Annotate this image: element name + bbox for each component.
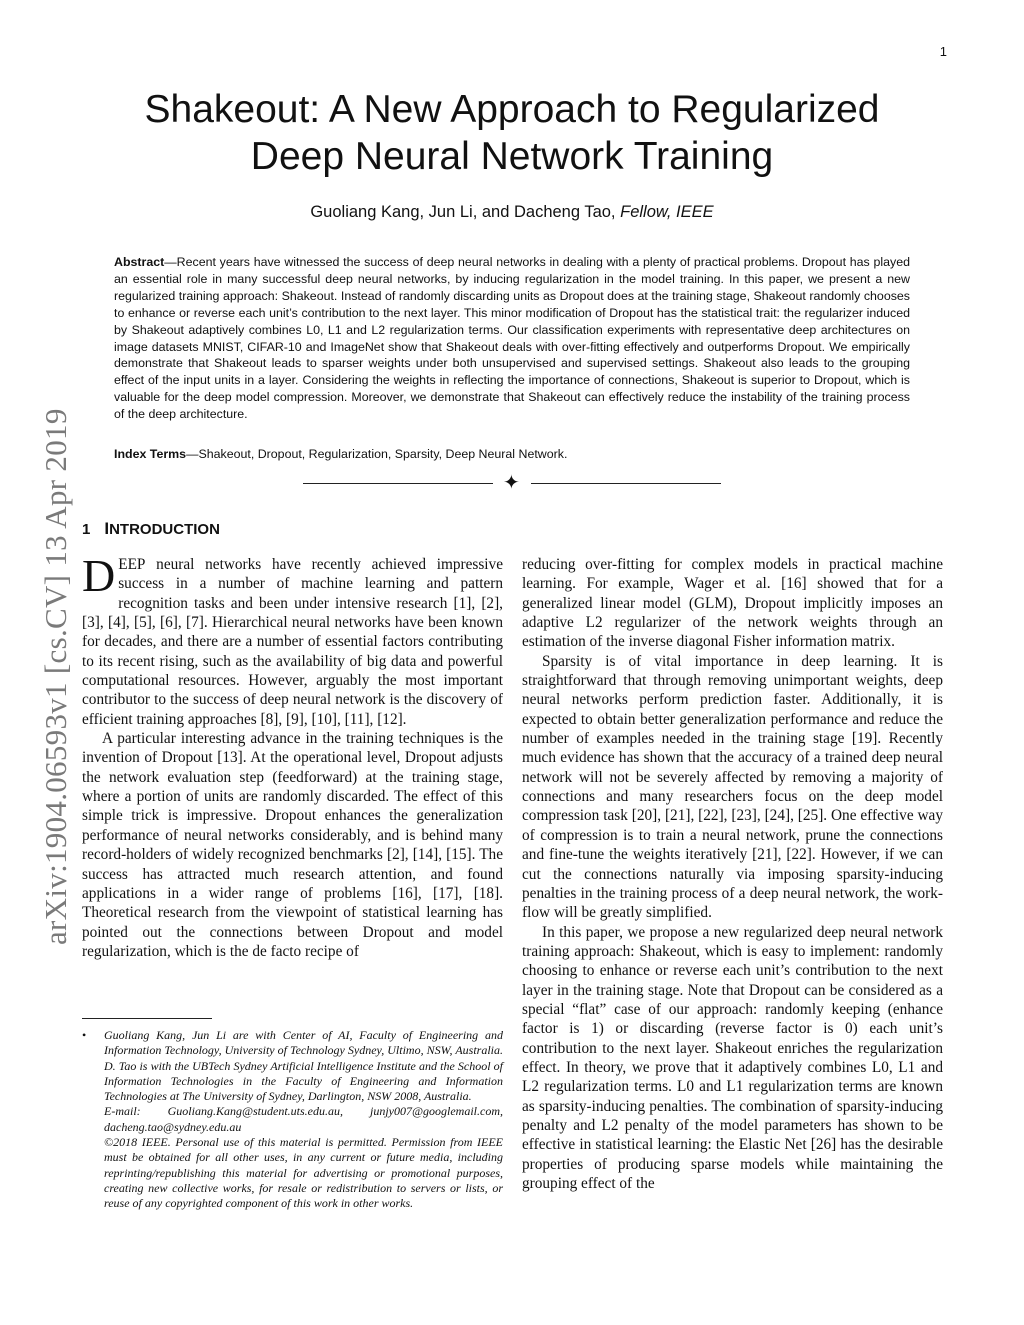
footnote-rule xyxy=(82,1018,212,1019)
title-line-1: Shakeout: A New Approach to Regularized xyxy=(144,88,880,131)
title-line-2: Deep Neural Network Training xyxy=(250,135,774,178)
right-column xyxy=(522,555,943,1193)
page-number: 1 xyxy=(939,44,947,59)
section-title-rest: NTRODUCTION xyxy=(109,521,220,538)
paper-title xyxy=(0,86,1024,180)
section-number: 1 xyxy=(82,521,91,538)
footnote-email: E-mail: Guoliang.Kang@student.uts.edu.au, junjy007@googlemail.com, dacheng.tao@sydney.edu.au xyxy=(104,1104,503,1134)
divider-star-icon: ✦ xyxy=(503,470,520,494)
first-word-rest: EEP xyxy=(118,556,146,573)
footnote-affiliation: Guoliang Kang, Jun Li are with Center of AI, Faculty of Engineering and Information Technology, University of Technology Sydney, Ultimo, NSW, Australia. D. Tao is with the UBTech Sydney Artificial Intelligence Institute and the School of Information Technologies in the Faculty of Engineering and Information Technologies at The University of Sydney, Darlington, NSW 2008, Australia. xyxy=(104,1028,503,1104)
left-column xyxy=(82,550,503,961)
intro-paragraph-1 xyxy=(82,550,503,729)
intro-paragraph-1-text: neural networks have recently achieved impressive success in a number of machine learning and pattern recognition tasks and been under intensive research [1], [2], [3], [4], [5], [6], [7]. Hierarchical neural networks have been known for decades, and there are a number of essential factors contributing to its recent rising, such as the availability of big data and powerful computational resources. However, arguably the most important contributor to the success of deep neural network is the discovery of efficient training approaches [8], [9], [10], [11], [12]. xyxy=(82,556,503,728)
section-heading xyxy=(82,519,220,539)
index-terms-label: Index Terms xyxy=(114,447,187,461)
author-list xyxy=(0,203,1024,222)
index-terms xyxy=(114,447,910,461)
abstract xyxy=(114,254,910,423)
footnote-copyright: ©2018 IEEE. Personal use of this material is permitted. Permission from IEEE must be obtained for all other uses, in any current or future media, including reprinting/republishing this material for advertising or promotional purposes, creating new collective works, for resale or redistribution to servers or lists, or reuse of any copyrighted component of this work in other works. xyxy=(104,1135,503,1211)
footnote-bullet: • xyxy=(82,1028,87,1042)
abstract-label: Abstract xyxy=(114,255,165,269)
footnote xyxy=(82,1028,503,1212)
right-paragraph-3: In this paper, we propose a new regularized deep neural network training approach: Shakeout, which is easy to implement: randomly choosing to enhance or reverse each unit’s contribution to the next layer in the training stage. Note that Dropout can be considered as a special “flat” case of our approach: randomly keeping (enhance factor is 1) or discarding (reverse factor is 0) each unit’s contribution to the next layer. Shakeout enriches the regularization effect. In theory, we prove that it adaptively combines L0, L1 and L2 regularization terms. L0 and L1 regularization terms are known as sparsity-inducing penalties. The combination of sparsity-inducing penalty and L2 penalty of the model parameters has shown to be effective in statistical learning: the Elastic Net [26] has the desirable properties of producing sparse models while maintaining the grouping effect of the xyxy=(522,923,943,1192)
divider-line-right xyxy=(531,483,721,484)
right-paragraph-1: reducing over-fitting for complex models in practical machine learning. For example, Wager et al. [16] showed that for a generalized linear model (GLM), Dropout implicitly imposes an adaptive L2 regularizer of the network weights through an estimation of the inverse diagonal Fisher information matrix. xyxy=(522,556,943,651)
right-paragraph-2: Sparsity is of vital importance in deep learning. It is straightforward that through removing unimportant weights, deep neural networks perform prediction faster. Additionally, it is expected to obtain better generalization performance and reduce the number of examples needed in the training stage [19]. Recently much evidence has shown that the accuracy of a trained deep neural network will not be severely affected by removing a majority of connections and many researchers focus on the deep model compression task [20], [21], [22], [23], [24], [25]. One effective way of compression is to train a neural network, prune the connections and fine-tune the weights iteratively [21], [22]. However, if we can cut the connections naturally via imposing sparsity-inducing penalties in the training process of a deep neural network, the work-flow will be greatly simplified. xyxy=(522,652,943,922)
author-names: Guoliang Kang, Jun Li, and Dacheng Tao, xyxy=(310,203,616,221)
divider-line-left xyxy=(303,483,493,484)
author-fellow: Fellow, IEEE xyxy=(620,203,714,221)
index-terms-text: —Shakeout, Dropout, Regularization, Sparsity, Deep Neural Network. xyxy=(186,447,568,461)
dropcap: D xyxy=(82,550,116,601)
section-title-initial: I xyxy=(104,519,110,538)
intro-paragraph-2: A particular interesting advance in the training techniques is the invention of Dropout [13]. At the operational level, Dropout adjusts the network evaluation step (feedforward) at the training stage, where a portion of units are randomly discarded. The effect of this simple trick is impressive. Dropout enhances the generalization performance of neural networks considerably, and is behind many record-holders of widely recognized benchmarks [2], [14], [15]. The success has attracted much research attention, and found applications in a wider range of problems [16], [17], [18]. Theoretical research from the viewpoint of statistical learning has pointed out the connections between Dropout and model regularization, which is the de facto recipe of xyxy=(82,730,503,960)
abstract-text: —Recent years have witnessed the success of deep neural networks in dealing with a plenty of practical problems. Dropout has played an essential role in many successful deep neural networks, by inducing regularization in the model training. In this paper, we present a new regularized training approach: Shakeout. Instead of randomly discarding units as Dropout does at the training stage, Shakeout randomly chooses to enhance or reverse each unit’s contribution to the next layer. This minor modification of Dropout has the statistical trait: the regularizer induced by Shakeout adaptively combines L0, L1 and L2 regularization terms. Our classification experiments with representative deep architectures on image datasets MNIST, CIFAR-10 and ImageNet show that Shakeout deals with over-fitting effectively and outperforms Dropout. We empirically demonstrate that Shakeout leads to sparser weights under both unsupervised and supervised settings. Shakeout also leads to the grouping effect of the input units in a layer. Considering the weights in reflecting the importance of connections, Shakeout is superior to Dropout, which is valuable for the deep model compression. Moreover, we demonstrate that Shakeout can effectively reduce the instability of the training process of the deep architecture. xyxy=(114,255,910,422)
arxiv-stamp: arXiv:1904.06593v1 [cs.CV] 13 Apr 2019 xyxy=(38,408,73,945)
